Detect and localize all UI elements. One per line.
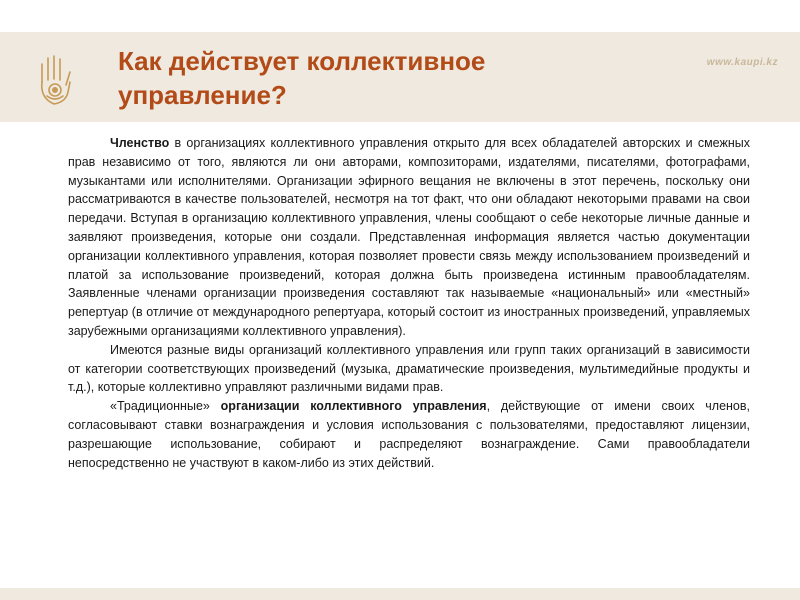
term-cmo: организации коллективного управления: [220, 399, 487, 414]
body-text: [68, 134, 750, 472]
term-membership: Членство: [110, 136, 170, 150]
paragraph-traditional-lead: «Традиционные»: [110, 399, 221, 414]
paragraph-traditional: [68, 397, 750, 472]
site-url: www.kaupi.kz: [706, 57, 778, 68]
paragraph-types: Имеются разные виды организаций коллективного управления или групп таких организаций в зависимости от категории соответствующих произведений (музыка, драматические произведения, мультимедийные продукты и т.д.), которые коллективно управляют различными видами прав.: [68, 342, 750, 395]
bottom-band: [0, 588, 800, 600]
hand-ornament-icon: [30, 52, 82, 112]
page-title: Как действует коллективное управление?: [118, 46, 486, 110]
paragraph-membership: [68, 134, 750, 341]
paragraph-membership-text: в организациях коллективного управления открыто для всех обладателей авторских и смежных прав независимо от того, являются ли они авторами, композиторами, издателями, писателями, фотографами, музыкантами или исполнителями. Организации эфирного вещания не включены в этот перечень, поскольку они рассматриваются в качестве пользователей, несмотря на тот факт, что они обладают некоторыми правами на свои передачи. Вступая в организацию коллективного управления, члены сообщают о себе некоторые личные данные и заявляют произведения, которые они создали. Представленная информация является частью документации организации коллективного управления, которая позволяет провести связь между использованием произведений и платой за использование произведений, которая должна быть произведена истинным правообладателям. Заявленные членами организации произведения составляют так называемые «национальный» или «местный» репертуар (в отличие от международного репертуара, который состоит из иностранных произведений, управляемых зарубежными организациями коллективного управления).: [68, 136, 750, 338]
top-band: [0, 0, 800, 32]
paragraph-traditional-text: , действующие от имени своих членов, согласовывают ставки вознаграждения и условия использования с пользователями, предоставляют лицензии, разрешающие использование, собирают и распределяют вознаграждение. Сами правообладатели непосредственно не участвуют в каком-либо из этих действий.: [68, 399, 750, 470]
